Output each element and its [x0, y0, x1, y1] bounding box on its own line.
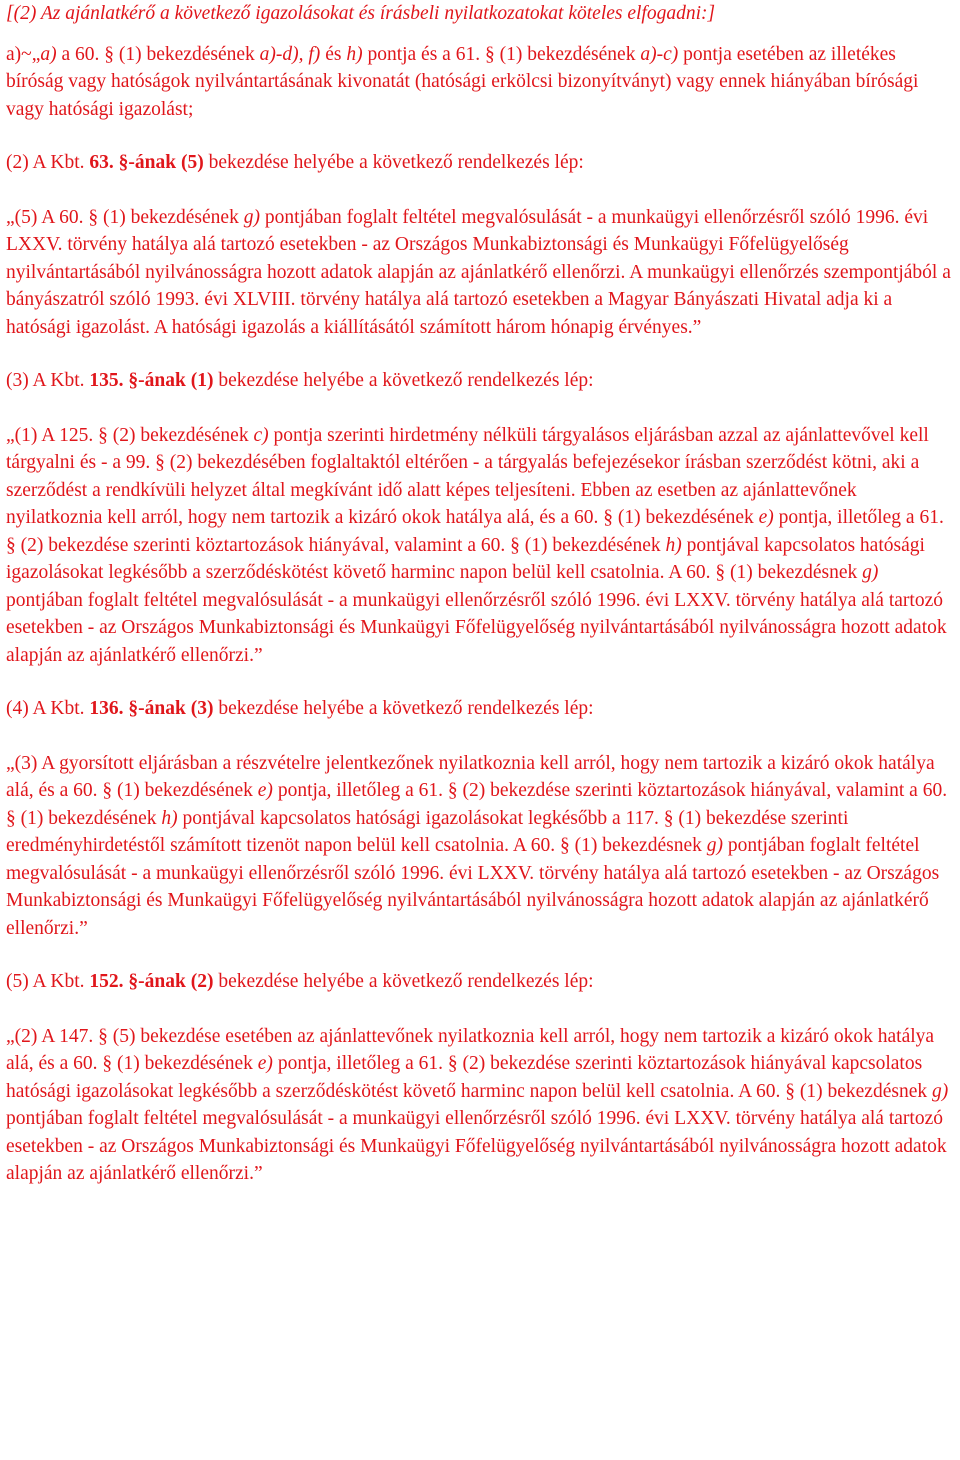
text-run: (1) bekezdésnek	[725, 562, 863, 583]
section-sign: §	[98, 424, 108, 446]
text-run: „(3) A gyorsított eljárásban a részvételre jelentkezőnek nyilatkoznia kell arról, hogy nem tartozik a kizáró okok hatálya alá, és a 60.	[6, 752, 935, 801]
italic-ref: e)	[758, 507, 774, 528]
section-sign: §	[663, 807, 674, 829]
bold-ref: §-ának (5)	[118, 152, 204, 173]
text-run: pontjával kapcsolatos hatósági igazolásokat legkésőbb a 117.	[177, 807, 664, 829]
bold-ref: 135.	[89, 370, 129, 391]
text-run: a)~„	[6, 43, 41, 65]
section-sign: §	[102, 1053, 113, 1074]
text-run: (2) bekezdésének	[107, 424, 254, 446]
italic-ref: g)	[706, 835, 723, 856]
bold-ref: 136.	[89, 698, 129, 719]
text-run: (1) bekezdésnek	[795, 1080, 932, 1102]
section-sign: §	[560, 835, 570, 856]
amendment-5	[6, 968, 954, 996]
heading-text: [(2) Az ajánlatkérő a következő igazolásokat és írásbeli nyilatkozatokat köteles elfogadni:]	[6, 3, 716, 24]
text-run: (2) bekezdésében foglaltaktól eltérően - a tárgyalás befejezésekor írásban szerződést kötni, aki a szerződést a rendkívüli helyzet által megkívánt idő alatt képes teljesíteni. Ebben az esetben az ajánlattevőnek nyilatkoznia kell arról, hogy nem tartozik a kizáró okok hatálya alá, és a 60.	[6, 452, 920, 528]
text-run: (5) bekezdése esetében az ajánlattevőnek nyilatkoznia kell arról, hogy nem tartozik a kizáró okok hatálya alá, és a 60.	[6, 1025, 935, 1074]
bold-ref: §-ának (1)	[128, 370, 214, 391]
section-sign: §	[603, 507, 613, 528]
text-run: bekezdése helyébe a következő rendelkezés lép:	[213, 370, 594, 391]
section-sign: §	[98, 1025, 108, 1047]
text-run: pontja és a 61.	[362, 43, 485, 65]
italic-ref: a)-c)	[640, 43, 679, 65]
quoted-provision-2	[6, 1023, 954, 1188]
text-run: „(5) A 60.	[6, 206, 89, 228]
italic-ref: h)	[161, 807, 178, 829]
section-sign: §	[785, 1080, 795, 1102]
quoted-provision-1	[6, 422, 954, 670]
text-run: (3) A Kbt.	[6, 370, 90, 391]
text-run: (4) A Kbt.	[6, 698, 90, 719]
section-sign: §	[484, 43, 495, 65]
text-run: „(1) A 125.	[6, 424, 99, 446]
section-sign: §	[102, 780, 113, 801]
text-run: pontjában foglalt feltétel megvalósulását - a munkaügyi ellenőrzésről szóló 1996. évi LXXV. törvény hatálya alá tartozó esetekben - az Országos Munkabiztonsági és Munkaügyi Főfelügyelőség nyilvántartásából nyilvánosságra hozott adatok alapján az ajánlatkérő ellenőrzi.”	[6, 1108, 947, 1184]
section-sign: §	[447, 780, 458, 801]
text-run: (1) bekezdésének	[114, 43, 260, 65]
text-run: pontja, illetőleg a 61.	[773, 507, 944, 528]
amendment-4	[6, 695, 954, 723]
italic-ref: g)	[862, 562, 879, 583]
text-run: pontjával kapcsolatos hatósági igazolásokat legkésőbb a szerződéskötést követő harminc napon belül kell csatolnia. A 60.	[6, 534, 925, 583]
text-run: (2) A Kbt.	[6, 152, 90, 173]
bold-ref: 152.	[89, 971, 129, 992]
text-run: a 60.	[56, 43, 105, 65]
quoted-provision-3	[6, 750, 954, 943]
text-run: pontja, illetőleg a 61.	[272, 1053, 448, 1074]
text-run: (2) bekezdése szerinti köztartozások hiányával, valamint a 60.	[15, 534, 511, 556]
text-run: pontjában foglalt feltétel megvalósulását - a munkaügyi ellenőrzésről szóló 1996. évi LXXV. törvény hatálya alá tartozó esetekben - az Országos Munkabiztonsági és Munkaügyi Főfelügyelőség nyilvántartásából nyilvánosságra hozott adatok alapján az ajánlatkérő ellenőrzi.”	[6, 835, 940, 939]
section-sign: §	[6, 534, 16, 556]
italic-ref: h)	[346, 43, 363, 65]
text-run: (1) bekezdésének	[519, 534, 666, 556]
document-page	[6, 0, 954, 1188]
italic-ref: e)	[257, 780, 273, 801]
text-run: pontja szerinti hirdetmény nélküli tárgyalásos eljárásban azzal az ajánlattevővel kell tárgyalni és - a 99.	[6, 424, 929, 473]
text-run: (2) bekezdése szerinti köztartozások hiányával, valamint a 60.	[457, 780, 948, 801]
italic-ref: c)	[253, 424, 269, 446]
section-sign: §	[155, 452, 165, 473]
text-run: pontjában foglalt feltétel megvalósulását - a munkaügyi ellenőrzésről szóló 1996. évi LXXV. törvény hatálya alá tartozó esetekben - az Országos Munkabiztonsági és Munkaügyi Főfelügyelőség nyilvántartásából nyilvánosságra hozott adatok alapján az ajánlatkérő ellenőrzi. A munkaügyi ellenőrzés szempontjából a bányászatról szóló 1993. évi XLVIII. törvény hatálya alá tartozó esetekben a Magyar Bányászati Hivatal adja ki a hatósági igazolást. A hatósági igazolás a kiállításától számított három hónapig érvényes.”	[6, 206, 951, 338]
bold-ref: 63.	[89, 152, 119, 173]
text-run: bekezdése helyébe a következő rendelkezés lép:	[213, 971, 594, 992]
text-run: pontja esetében az illetékes bíróság vagy hatóságok nyilvántartásának kivonatát (hatósági erkölcsi bizonyítványt) vagy ennek hiányában bírósági vagy hatósági igazolást;	[6, 43, 919, 120]
text-run: (5) A Kbt.	[6, 971, 90, 992]
text-run: (1) bekezdésének	[494, 43, 641, 65]
italic-ref: g)	[931, 1080, 949, 1102]
italic-ref: e)	[257, 1053, 273, 1074]
italic-ref: g)	[243, 206, 260, 228]
italic-ref: a)-d), f)	[259, 43, 321, 65]
bold-ref: §-ának (3)	[128, 698, 214, 719]
paragraph-a	[6, 41, 954, 124]
section-sign: §	[447, 1053, 458, 1074]
text-run: (1) bekezdése szerinti eredményhirdetéstől számított tizenöt napon belül kell csatolnia. A 60.	[6, 807, 849, 856]
section-sign: §	[104, 43, 115, 65]
text-run: bekezdése helyébe a következő rendelkezés lép:	[203, 152, 584, 173]
text-run: bekezdése helyébe a következő rendelkezés lép:	[213, 698, 594, 719]
text-run: pontjában foglalt feltétel megvalósulását - a munkaügyi ellenőrzésről szóló 1996. évi LXXV. törvény hatálya alá tartozó esetekben - az Országos Munkabiztonsági és Munkaügyi Főfelügyelőség nyilvántartásából nyilvánosságra hozott adatok alapján az ajánlatkérő ellenőrzi.”	[6, 589, 947, 666]
section-sign: §	[715, 562, 726, 583]
amendment-3	[6, 367, 954, 395]
quoted-provision-5	[6, 204, 954, 342]
section-heading	[6, 0, 954, 28]
text-run: (1) bekezdésének	[15, 807, 162, 829]
italic-ref: a)	[40, 43, 57, 65]
section-sign: §	[510, 534, 520, 556]
text-run: „(2) A 147.	[6, 1025, 99, 1047]
italic-ref: h)	[665, 534, 682, 556]
bold-ref: §-ának (2)	[128, 971, 214, 992]
section-sign: §	[6, 807, 16, 829]
text-run: (1) bekezdésének	[112, 1053, 258, 1074]
amendment-2	[6, 149, 954, 177]
section-sign: §	[88, 206, 99, 228]
text-run: (1) bekezdésének	[613, 507, 759, 528]
text-run: pontja, illetőleg a 61.	[272, 780, 448, 801]
text-run: (1) bekezdésnek	[569, 835, 707, 856]
text-run: (1) bekezdésének	[112, 780, 258, 801]
text-run: (1) bekezdésének	[98, 206, 244, 228]
text-run: és	[320, 43, 347, 65]
text-run: (2) bekezdése szerinti köztartozások hiányával kapcsolatos hatósági igazolásokat legkésőbb a szerződéskötést követő harminc napon belül kell csatolnia. A 60.	[6, 1053, 923, 1102]
